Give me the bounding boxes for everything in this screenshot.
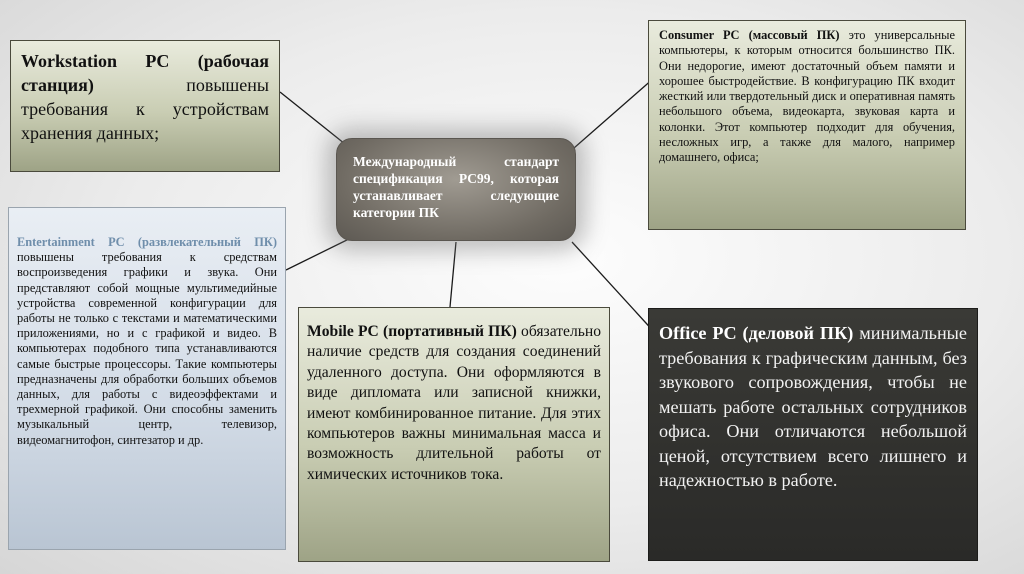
mobile-pc-description: обязательно наличие средств для создания соединений удаленного доступа. Они оформляются в виде дипломата или записной книжки, имеют комбинированное питание. Для этих компьютеров важны минимальная масса и возможность длительной работы от химических источников тока.	[307, 323, 601, 483]
workstation-pc-title: Workstation PC (рабочая станция)	[21, 51, 269, 95]
central-standard-box	[336, 138, 576, 241]
consumer-pc-description: это универсальные компьютеры, к которым относится большинство ПК. Они недорогие, имеют достаточный объем памяти и хорошее быстродействие. В конфигурацию ПК входит жесткий или твердотельный диск и оперативная память небольшого объема, видеокарта, звуковая карта и колонки. Этот компьютер подходит для обучения, несложных игр, а также для малого, например домашнего, офиса;	[659, 28, 955, 165]
connector-mobile	[450, 242, 456, 307]
entertainment-pc-box	[8, 207, 286, 550]
mobile-pc-title: Mobile PC (портативный ПК)	[307, 323, 517, 340]
entertainment-pc-title: Entertainment PC (развлекательный ПК)	[17, 235, 277, 249]
connector-workstation	[280, 92, 350, 148]
central-standard-text: Международный стандарт спецификация РС99, которая устанавливает следующие категории ПК	[353, 154, 559, 220]
workstation-pc-description: повышены требования к устройствам хранения данных;	[21, 75, 269, 143]
entertainment-pc-description: повышены требования к средствам воспроизведения графики и звука. Они представляют собой мощные мультимедийные устройства современной конфигурации для работы не только с текстами и математическими приложениями, но и с графикой и видео. В компьютерах подобного типа устанавливаются самые быстрые процессоры. Такие компьютеры предназначены для обработки больших объемов данных, для работы с видеоэффектами и трехмерной графикой. Они способны заменить музыкальный центр, телевизор, видеомагнитофон, синтезатор и др.	[17, 250, 277, 447]
connector-entertainment	[286, 236, 355, 270]
office-pc-description: минимальные требования к графическим данным, без звукового сопровождения, чтобы не мешать работе остальных сотрудников офиса. Они отличаются небольшой ценой, отсутствием всего лишнего и надежностью в работе.	[659, 323, 967, 490]
office-pc-box	[648, 308, 978, 561]
connector-consumer	[574, 78, 654, 148]
consumer-pc-title: Consumer PC (массовый ПК)	[659, 28, 840, 42]
office-pc-title: Office PC (деловой ПК)	[659, 323, 854, 343]
consumer-pc-box	[648, 20, 966, 230]
workstation-pc-box	[10, 40, 280, 172]
mobile-pc-box	[298, 307, 610, 562]
